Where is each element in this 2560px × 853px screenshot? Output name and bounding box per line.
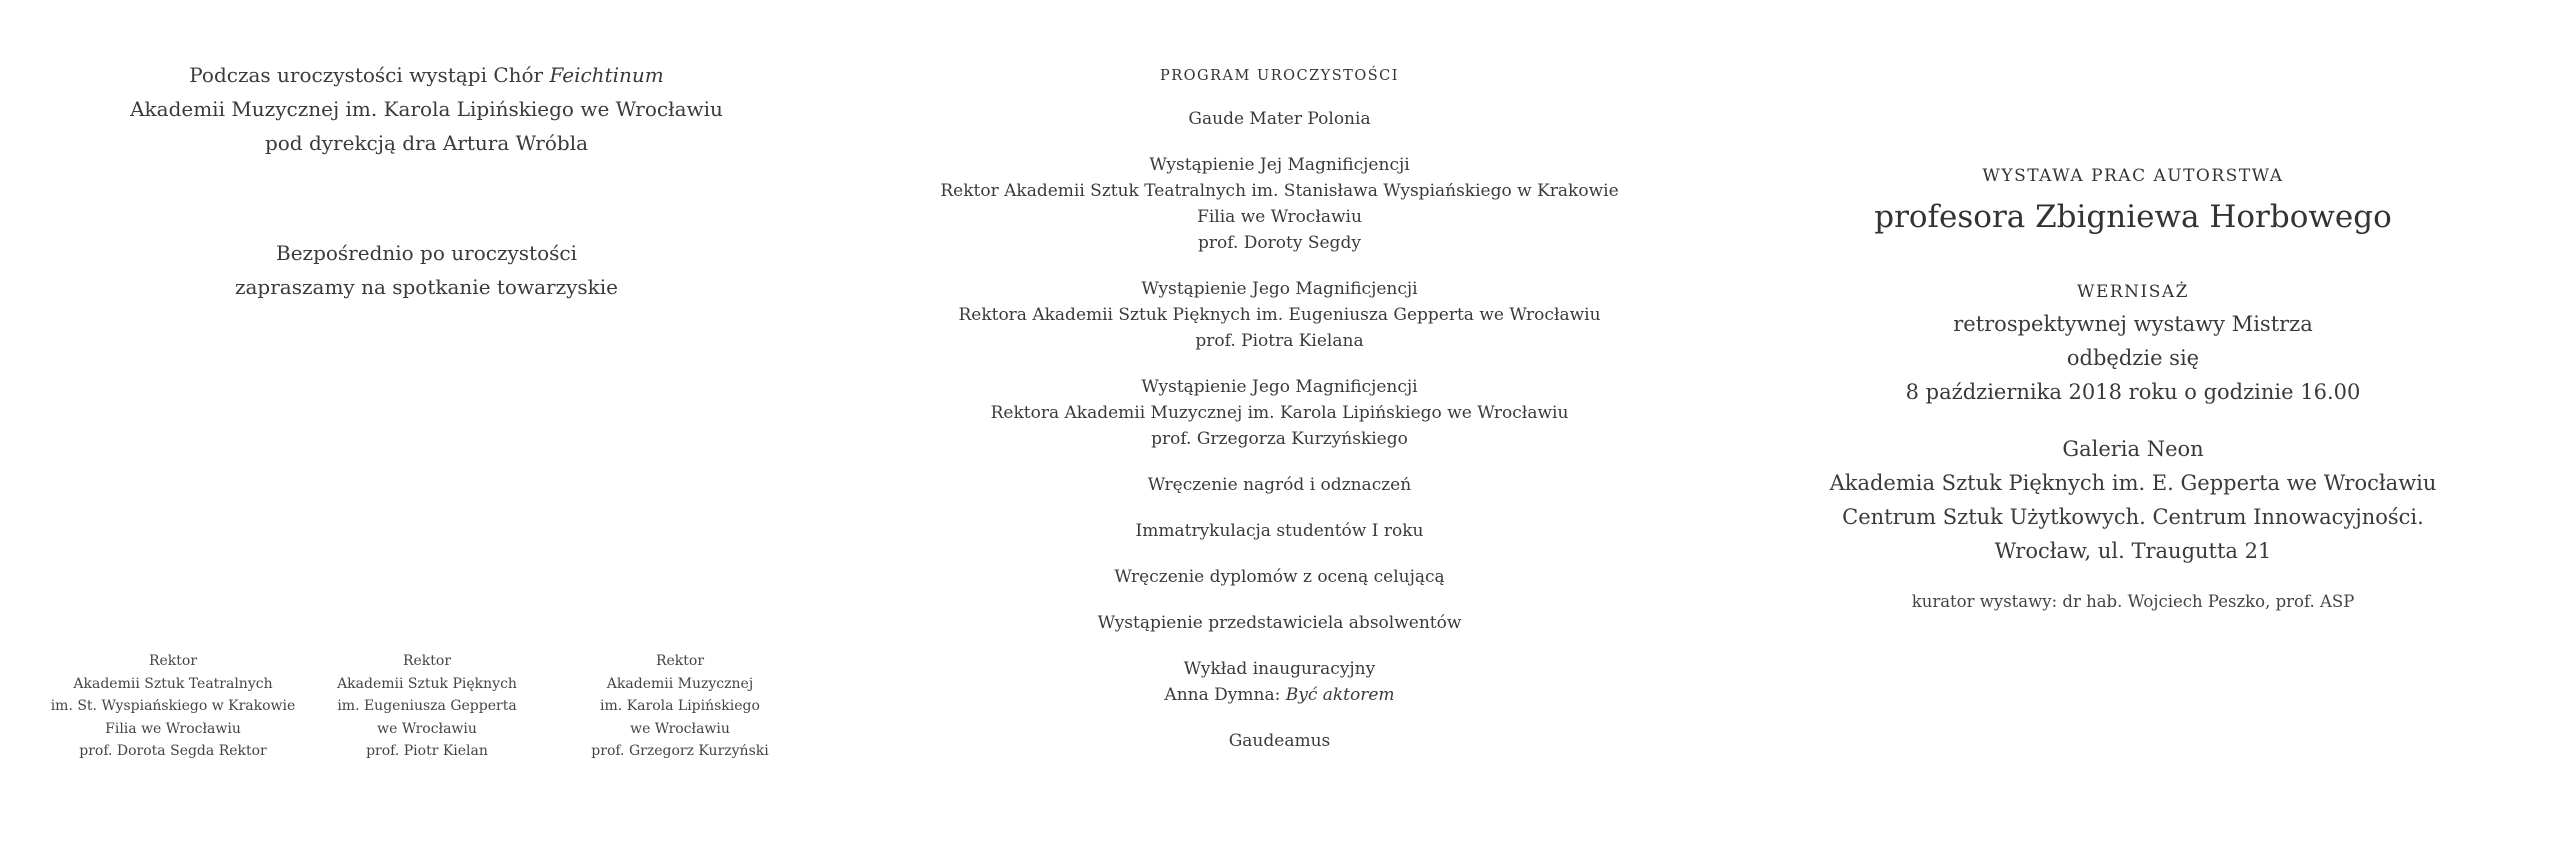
program-item [853,728,1706,754]
program-item [853,518,1706,544]
venue-line-2: Akademia Sztuk Pięknych im. E. Gepperta we Wrocławiu [1829,471,2437,495]
choir-name: Feichtinum [549,63,664,87]
vernissage-date: 8 października 2018 roku o godzinie 16.00 [1905,380,2361,404]
signature-block [51,650,296,763]
signature-block [591,650,768,763]
curator-credit: kurator wystawy: dr hab. Wojciech Peszko, prof. ASP [1911,592,2355,611]
signature-line: prof. Piotr Kielan [366,743,488,759]
signature-line: we Wrocławiu [630,720,730,737]
venue-street: Wrocław, ul. Traugutta 21 [1994,539,2272,563]
program-item [853,374,1706,452]
program-item-line: Filia we Wrocławiu [1197,207,1362,227]
program-item-line: Wystąpienie przedstawiciela absolwentów [1097,613,1462,633]
program-item-line: prof. Grzegorza Kurzyńskiego [1151,429,1408,449]
signature-block [337,650,517,763]
program-list [853,106,1706,774]
invite-line-2: zapraszamy na spotkanie towarzyskie [234,275,619,299]
middle-panel [853,0,1706,853]
vernissage-line-1: retrospektywnej wystawy Mistrza [1953,312,2313,336]
program-item-line: prof. Piotra Kielana [1195,331,1364,351]
choir-announcement [0,58,853,160]
program-item-line: Gaude Mater Polonia [1188,109,1371,129]
invite-line-1: Bezpośrednio po uroczystości [276,241,577,265]
program-item-line: Rektor Akademii Sztuk Teatralnych im. Stanisława Wyspiańskiego w Krakowie [940,181,1619,201]
program-item-line: Wystąpienie Jego Magnificjencji [1141,279,1418,299]
choir-line-1 [0,58,853,92]
signature-line: Rektor [402,653,452,669]
signature-line: im. Eugeniusza Gepperta [337,698,517,714]
vernissage-label: WERNISAŻ [2076,282,2189,302]
reception-invitation [0,236,853,304]
program-item-line: Rektora Akademii Sztuk Pięknych im. Eugeniusza Gepperta we Wrocławiu [958,305,1601,325]
program-item-line: Rektora Akademii Muzycznej im. Karola Lipińskiego we Wrocławiu [990,403,1569,423]
program-item [853,152,1706,256]
program-item-line: Wystąpienie Jego Magnificjencji [1141,377,1418,397]
program-item [853,610,1706,636]
exhibition-title: WYSTAWA PRAC AUTORSTWA [1982,166,2284,186]
program-item-line: Wręczenie nagród i odznaczeń [1147,475,1412,495]
choir-line-1-text: Podczas uroczystości wystąpi Chór [189,63,550,87]
program-item-line: Immatrykulacja studentów I roku [1135,521,1424,541]
signature-line: Rektor [148,653,198,669]
signature-line: we Wrocławiu [377,720,477,737]
signature-line: Akademii Sztuk Pięknych [337,675,517,692]
venue-address [1706,432,2560,568]
program-item-line: Wykład inauguracyjny [1183,659,1376,679]
signature-line: prof. Grzegorz Kurzyński [591,743,769,759]
vernissage-details [1706,307,2560,409]
signature-line: Akademii Sztuk Teatralnych [73,675,273,692]
left-panel [0,0,853,853]
program-item-line [853,682,1706,708]
signature-line: Akademii Muzycznej [606,675,754,692]
venue-line-3: Centrum Sztuk Użytkowych. Centrum Innowacyjności. [1842,505,2424,529]
vernissage-line-2: odbędzie się [2066,346,2200,370]
program-title: PROGRAM UROCZYSTOŚCI [1159,68,1399,84]
program-item-line: Gaudeamus [1228,731,1331,751]
choir-line-2: Akademii Muzycznej im. Karola Lipińskiego we Wrocławiu [130,97,723,121]
program-item [853,106,1706,132]
program-item [853,564,1706,590]
program-item [853,656,1706,708]
signature-line: im. St. Wyspiańskiego w Krakowie [50,698,296,714]
lecturer-name: Anna Dymna: [1164,685,1286,705]
venue-name: Galeria Neon [2062,437,2204,461]
program-item-line: Wystąpienie Jej Magnificjencji [1149,155,1410,175]
program-item-line: Wręczenie dyplomów z oceną celującą [1114,567,1445,587]
signature-line: Filia we Wrocławiu [105,720,241,737]
right-panel [1706,0,2560,853]
signature-line: im. Karola Lipińskiego [600,698,760,714]
program-item-line: prof. Doroty Segdy [1198,233,1361,253]
program-item [853,472,1706,498]
exhibition-artist: profesora Zbigniewa Horbowego [1874,199,2392,235]
lecture-title: Być aktorem [1285,685,1395,705]
signature-line: prof. Dorota Segda Rektor [79,743,267,759]
program-item [853,276,1706,354]
choir-line-3: pod dyrekcją dra Artura Wróbla [264,131,589,155]
signature-line: Rektor [655,653,705,669]
